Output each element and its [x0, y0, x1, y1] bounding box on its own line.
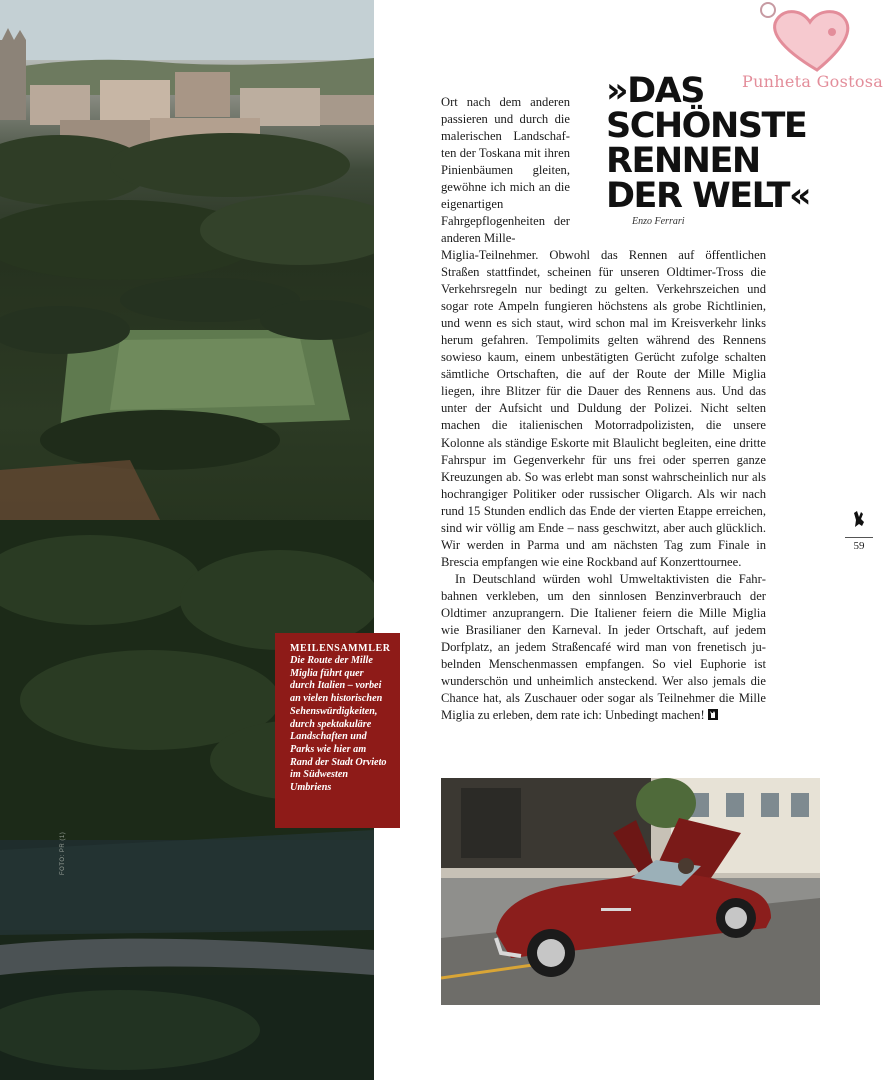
headline	[606, 71, 826, 216]
headline-line: »DAS	[606, 71, 704, 111]
body-paragraph-text: In Deutschland würden wohl Umweltaktivisten die Fahrbahnen verkleben, um den sinnlosen Benzinverbrauch der Oldtimer anzuprangern. Die Italiener feiern die Mille Miglia wie Brasilianer den Karneval. In jeder Ortschaft, auf jedem Dorfplatz, an jedem Straßencafé wird man von frenetisch jubelnden Menschenmassen empfangen. So viel Euphorie ist wunderschön und unheimlich ansteckend. Wer also jemals die Chance hat, als Zuschauer oder sogar als Teilnehmer die Mille Miglia zu erleben, dem rate ich: Unbedingt machen!	[441, 571, 766, 723]
quote-attribution: Enzo Ferrari	[632, 216, 685, 227]
body-column-short: Ort nach dem anderen passieren und durch die malerischen Landschaften der Toskana mit ihren Pinienbäumen gleiten, gewöhne ich mich an die eigenartigen Fahrgepflogenheiten der anderen Mille-	[441, 95, 570, 246]
page-number: 59	[845, 537, 873, 552]
watermark-text: Punheta Gostosa	[742, 72, 884, 91]
body-column-full	[441, 247, 766, 724]
caption-box	[275, 633, 400, 828]
page-marker	[845, 510, 873, 552]
headline-line: SCHÖNSTE	[606, 106, 807, 146]
headline-line: DER WELT«	[606, 176, 811, 216]
photo-credit: FOTO: PR (1)	[60, 831, 66, 875]
car-photo	[441, 778, 820, 1005]
body-paragraph-last	[441, 571, 766, 724]
orvieto-landscape-illustration	[0, 0, 374, 1080]
bunny-endmark-icon	[708, 709, 718, 720]
body-paragraph: Miglia-Teilnehmer. Obwohl das Rennen auf öffentlichen Straßen stattfindet, scheinen für unseren Oldtimer-Tross die Verkehrsregeln nur bedingt zu gelten. Verkehrszeichen und sogar rote Ampeln fungieren höchstens als grobe Richtlinien, und wenn es sich staut, wird schon mal im Kreisverkehr links herum gefahren. Tempolimits gelten während des Rennens sowieso kaum, einem unbestätigten Gerücht zufolge schalten sämtliche Ortschaften, die auf der Route der Mille Miglia liegen, ihre Blitzer für die Dauer des Rennens aus. Und das unter der Aufsicht und Duldung der Polizei. Nicht selten machen die italienischen Motorradpolizisten, die unsere Kolonne als ständige Eskorte mit Blaulicht begleiten, eine dritte Fahrspur im Gegenverkehr für uns frei oder sperren ganze Kreuzungen ab. So was erlebt man sonst wahrscheinlich nur als hochrangiger Politiker oder russischer Oligarch. Als wir nach rund 15 Stunden endlich das Ende der vierten Etappe erreichen, sind wir völlig am Ende – nass geschwitzt, aber auch glücklich. Wir werden in Parma und am nächsten Tag zum Finale in Brescia empfangen wie eine Rockband auf Konzerttournee.	[441, 248, 766, 569]
caption-text: Die Route der Mille Miglia führt quer durch Italien – vorbei an vielen historischen Sehenswürdigkeiten, durch spektakuläre Landschaften und Parks wie hier am Rand der Stadt Orvieto im Südwesten Umbriens	[290, 655, 387, 794]
caption-title: MEILENSAMMLER	[290, 643, 391, 654]
gullwing-car-illustration	[441, 778, 820, 1005]
headline-line: RENNEN	[606, 141, 760, 181]
landscape-photo	[0, 0, 374, 1080]
bunny-logo-icon	[851, 510, 867, 528]
